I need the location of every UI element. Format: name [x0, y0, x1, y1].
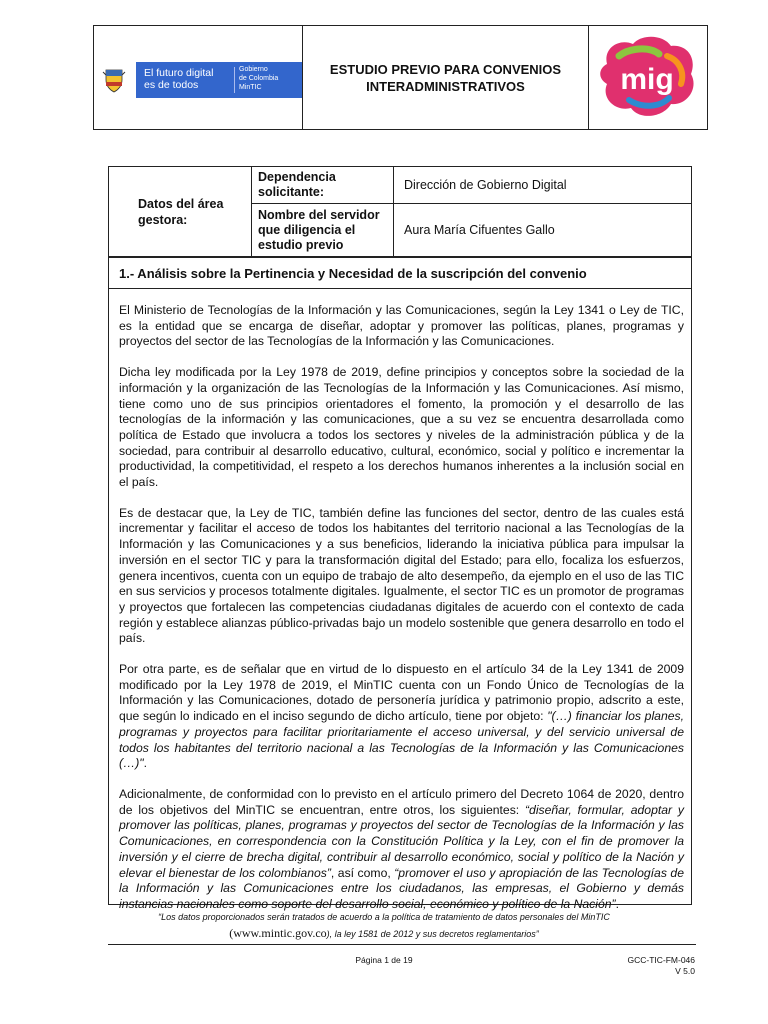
- servidor-key: Nombre del servidor que diligencia el estudio previo: [252, 204, 394, 257]
- document-header: [93, 25, 708, 130]
- document-title: [330, 61, 561, 95]
- header-title-cell: [303, 26, 589, 129]
- p5-quote1: “diseñar, formular, adoptar y promover las políticas, planes, programas y proyectos del sector de Tecnologías de la Información y las Comunicaciones, en correspondencia con la Constitución Política y la Ley, con el fin de promover la inversión y el cierre de brecha digital, contribuir al desarrollo económico, social y político de la Nación y elevar el bienestar de los colombianos”: [119, 802, 684, 880]
- mig-logo-icon: [589, 26, 707, 130]
- title-line2: INTERADMINISTRATIVOS: [366, 78, 525, 94]
- p4-end: .: [143, 756, 148, 771]
- privacy-note-line1: “Los datos proporcionados serán tratados de acuerdo a la política de tratamiento de datos personales del MinTIC: [158, 912, 610, 922]
- header-mig-cell: [589, 26, 707, 129]
- dependencia-key: Dependencia solicitante:: [252, 167, 394, 204]
- gov-sub2: de Colombia: [239, 75, 279, 82]
- mig-logo-text: mig: [620, 63, 674, 96]
- footer-divider: [108, 944, 696, 945]
- mintic-link[interactable]: (www.mintic.gov.co: [229, 926, 327, 940]
- gov-logo: [100, 62, 300, 98]
- dependencia-value: Dirección de Gobierno Digital: [394, 167, 692, 204]
- p4-text: Por otra parte, es de señalar que en virtud de lo dispuesto en el artículo 34 de la Ley 1341 de 2009 modificado por la Ley 1978 de 2019, el MinTIC cuenta con un Fondo Único de Tecnologías de la Información y las Comunicaciones, dotado de personería jurídica y patrimonio propio, adscrito a este, que según lo indicado en el inciso segundo de dicho artículo, tiene por objeto:: [119, 662, 684, 724]
- gov-logo-line1: El futuro digital: [144, 67, 214, 79]
- p5-quote2: “promover el uso y apropiación de las Tecnologías de la Información y las Comunicaciones entre los ciudadanos, las empresas, el Gobierno y demás instancias nacionales como soporte del desarrollo social, económico y político de la Nación”: [119, 865, 684, 911]
- section-body: [109, 289, 691, 913]
- servidor-value: Aura María Cifuentes Gallo: [394, 204, 692, 257]
- form-code: [627, 955, 695, 977]
- datos-table: [108, 166, 692, 257]
- p5-text2: , así como,: [330, 865, 395, 880]
- form-version: V 5.0: [675, 966, 695, 976]
- title-line1: ESTUDIO PREVIO PARA CONVENIOS: [329, 61, 562, 77]
- page-number: Página 1 de 19: [355, 955, 413, 965]
- analysis-section: [108, 257, 692, 911]
- gov-logo-line2: es de todos: [144, 79, 199, 91]
- privacy-note-line2: [0, 926, 768, 941]
- section-title: 1.- Análisis sobre la Pertinencia y Necesidad de la suscripción del convenio: [109, 258, 691, 289]
- gov-sub3: MinTIC: [239, 84, 262, 91]
- form-code-id: GCC-TIC-FM-046: [627, 955, 695, 965]
- paragraph-1: El Ministerio de Tecnologías de la Información y las Comunicaciones, según la Ley 1341 o Ley de TIC, es la entidad que se encarga de diseñar, adoptar y promover las políticas, planes, programas y proyectos del sector de las Tecnologías de la Información y las Comunicaciones.: [119, 303, 684, 349]
- p5-end: .: [615, 896, 619, 911]
- paragraph-5: [119, 787, 684, 913]
- header-logo-cell: [94, 26, 303, 129]
- colombia-shield-icon: [100, 66, 128, 94]
- gov-sub1: Gobierno: [239, 66, 268, 73]
- paragraph-4: [119, 662, 684, 772]
- datos-label: Datos del área gestora:: [109, 167, 252, 257]
- privacy-note-rest: ), la ley 1581 de 2012 y sus decretos reglamentarios”: [326, 929, 539, 939]
- paragraph-3: Es de destacar que, la Ley de TIC, también define las funciones del sector, dentro de las cuales está incrementar y facilitar el acceso de todos los habitantes del territorio nacional a las Tecnologías de la Información y las Comunicaciones y a sus beneficios, liderando la iniciativa pública para impulsar la inversión en el sector TIC y para la transformación digital del Estado; para ello, focaliza los esfuerzos, genera incentivos, cuenta con un equipo de trabajo de alto desempeño, da ejemplo en el uso de las TIC en sus servicios y procesos totalmente digitales. Igualmente, el sector TIC es un promotor de programas y proyectos que fortalecen las competencias ciudadanas digitales de acuerdo con el contexto de cada región y establece alianzas público-privadas bajo un modelo sostenible que genera desarrollo en todo el país.: [119, 505, 684, 646]
- p4-quote: "(…) financiar los planes, programas y proyectos para facilitar prioritariamente el acceso universal, y del servicio universal de todos los habitantes del territorio nacional a las Tecnologías de la Información y las Comunicaciones (…)": [119, 709, 684, 771]
- paragraph-2: Dicha ley modificada por la Ley 1978 de 2019, define principios y conceptos sobre la sociedad de la información y la organización de las Tecnologías de la Información y las Comunicaciones. Así mismo, tiene como uno de sus principios orientadores el fomento, la promoción y el desarrollo de las tecnologías de la información y las comunicaciones, que a su vez se encuentra desarrollada como política de Estado que involucra a todos los sectores y niveles de la administración pública y de la sociedad, para contribuir al desarrollo educativo, cultural, económico, social y político e incrementar la productividad, la competitividad, el respeto a los derechos humanos inherentes a la inclusión social en el país.: [119, 365, 684, 490]
- p5-text1: Adicionalmente, de conformidad con lo previsto en el artículo primero del Decreto 1064 de 2020, dentro de los objetivos del MinTIC se encuentran, entre otros, los siguientes:: [119, 786, 684, 817]
